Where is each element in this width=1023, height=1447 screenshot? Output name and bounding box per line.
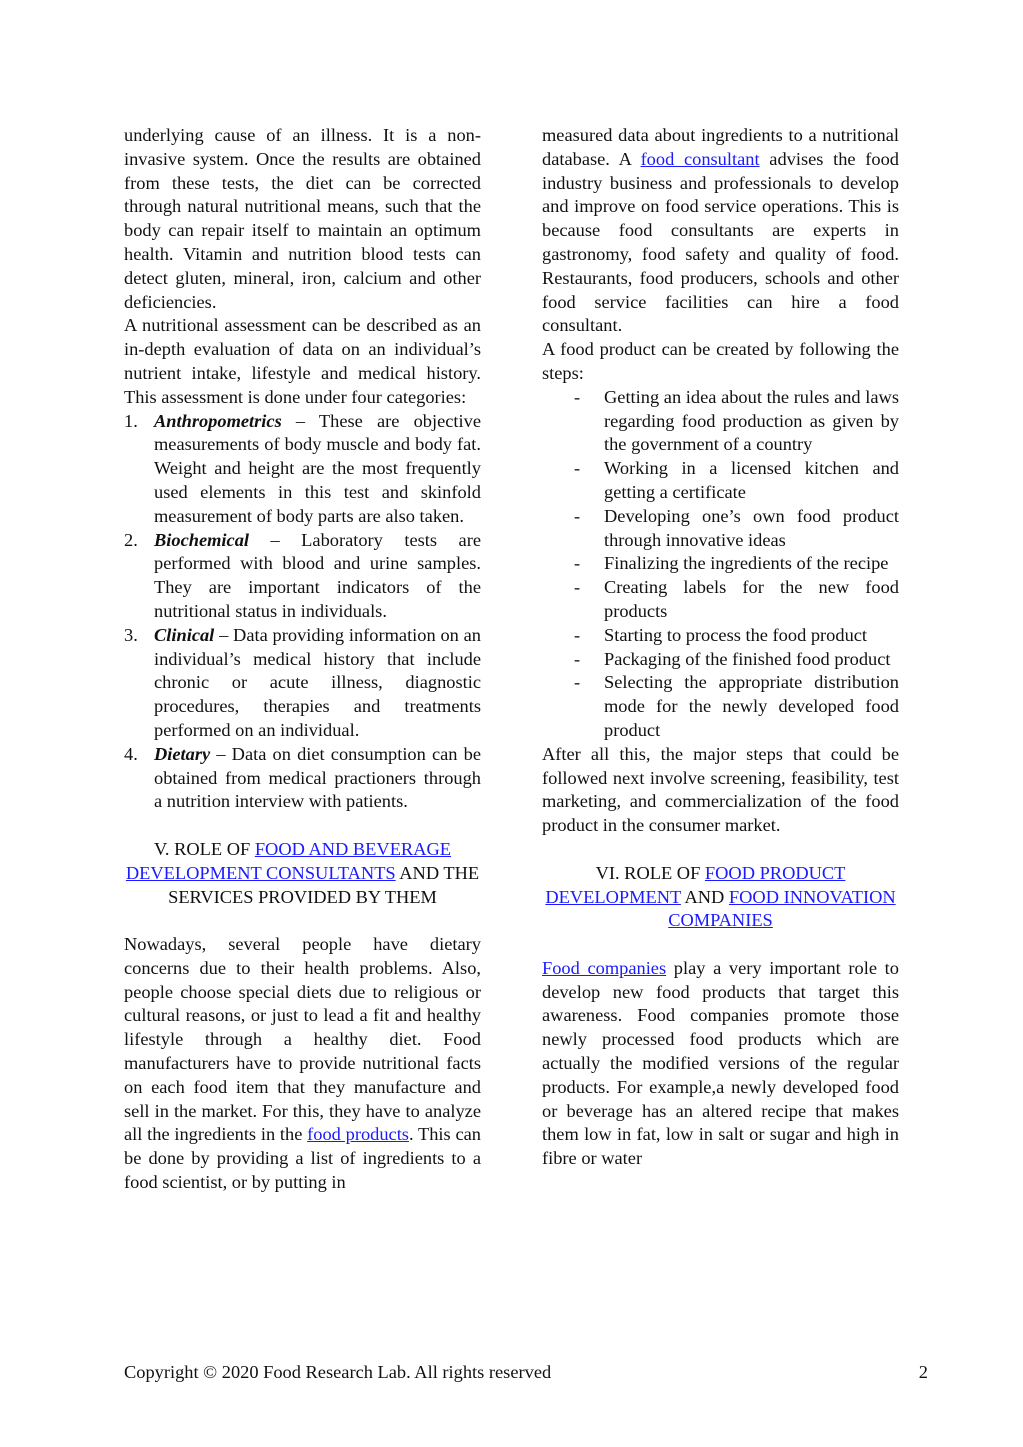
left-column [124,124,481,1195]
category-term: Biochemical [154,529,250,550]
food-beverage-consultants-link[interactable]: FOOD AND BEVERAGE DEVELOPMENT CONSULTANTS [125,838,451,883]
list-marker: - [574,386,581,407]
food-product-development-link[interactable]: FOOD PRODUCT DEVELOPMENT [545,862,846,907]
page-footer [124,1362,928,1383]
section-heading-5 [124,838,481,909]
category-text: – Data providing information on an individual’s medical history that include chronic or acute illness, diagnostic procedures, therapies and treatments performed on an individual. [154,624,481,740]
list-item [542,552,899,576]
heading-prefix: VI. ROLE OF [595,862,705,883]
list-marker: - [574,672,581,693]
step-text: Packaging of the finished food product [604,648,891,669]
step-text: Getting an idea about the rules and laws regarding food production as given by the government of a country [604,386,899,455]
copyright-text: Copyright © 2020 Food Research Lab. All rights reserved [124,1362,552,1382]
section-heading-6 [542,862,899,933]
list-marker: - [574,553,581,574]
heading-mid: AND [680,886,729,907]
step-text: Selecting the appropriate distribution mode for the newly developed food product [604,672,899,740]
list-number: 4. [124,743,138,764]
list-number: 2. [124,529,138,550]
heading-prefix: V. ROLE OF [153,838,255,859]
right-paragraph-1 [542,124,899,338]
left-paragraph-1: underlying cause of an illness. It is a non-invasive system. Once the results are obtained from these tests, the diet can be corrected through natural nutritional means, such that the body can repair itself to maintain an optimum health. Vitamin and nutrition blood tests can detect gluten, mineral, iron, calcium and other deficiencies. [124,125,481,312]
paragraph-text: measured data about ingredients to a nutritional database. A [542,125,899,169]
spacer [124,909,481,933]
category-text: – Data on diet consumption can be obtained from medical practioners through a nutrition interview with patients. [154,743,481,812]
category-term: Anthropometrics [154,410,282,431]
list-item [542,505,899,553]
spacer [124,814,481,838]
food-companies-link[interactable]: Food companies [542,957,667,978]
right-column [542,124,899,1171]
list-number: 1. [124,410,138,431]
list-item [124,743,481,814]
step-text: Working in a licensed kitchen and getting a certificate [604,458,899,502]
list-number: 3. [124,624,138,645]
step-text: Starting to process the food product [604,624,868,645]
paragraph-text: play a very important role to develop new food products that target this awareness. Food companies promote those newly processed food products which are actually the modified versions of the regular products. For example,a newly developed food or beverage has an altered recipe that makes them low in fat, low in salt or sugar and high in fibre or water [542,957,899,1169]
step-text: Finalizing the ingredients of the recipe [604,553,889,574]
list-marker: - [574,505,581,526]
food-products-link[interactable]: food products [307,1124,409,1145]
paragraph-text: Nowadays, several people have dietary concerns due to their health problems. Also, people choose special diets due to religious or cultural reasons, or just to lead a fit and healthy lifestyle through a healthy diet. Food manufacturers have to provide nutritional facts on each food item that they manufacture and sell in the market. For this, they have to analyze all the ingredients in the [124,934,481,1145]
category-text: – Laboratory tests are performed with blood and urine samples. They are important indicators of the nutritional status in individuals. [154,529,481,621]
spacer [542,838,899,862]
list-marker: - [574,624,581,645]
heading-suffix: AND THE SERVICES PROVIDED BY THEM [168,862,480,907]
step-text: Creating labels for the new food products [604,577,899,621]
list-item [124,529,481,624]
step-text: Developing one’s own food product through innovative ideas [604,505,899,550]
food-innovation-companies-link[interactable]: FOOD INNOVATION COMPANIES [668,886,896,931]
right-paragraph-4 [542,957,899,1171]
food-consultant-link[interactable]: food consultant [640,148,760,169]
list-item [542,648,899,672]
category-text: – These are objective measurements of body muscle and body fat. Weight and height are the most frequently used elements in this test and skinfold measurement of body parts are also taken. [154,410,481,526]
category-term: Dietary [154,743,211,764]
list-item [542,624,899,648]
list-item [542,576,899,624]
page-number: 2 [918,1362,928,1382]
list-item [542,457,899,505]
list-item [542,671,899,742]
list-marker: - [574,458,581,479]
list-item [124,624,481,743]
paragraph-text: . This can be done by providing a list of ingredients to a food scientist, or by putting in [124,1124,481,1193]
list-marker: - [574,648,581,669]
category-term: Clinical [154,624,215,645]
right-paragraph-3: After all this, the major steps that could be followed next involve screening, feasibility, test marketing, and commercialization of the food product in the consumer market. [542,743,899,836]
list-marker: - [574,577,581,598]
paragraph-text: advises the food industry business and professionals to develop and improve on food service operations. This is because food consultants are experts in gastronomy, food safety and quality of food. Restaurants, food producers, schools and other food service facilities can hire a food consultant. [542,148,899,336]
spacer [542,933,899,957]
left-paragraph-3 [124,933,481,1195]
right-paragraph-2: A food product can be created by following the steps: [542,339,899,383]
food-product-steps-list [542,386,899,743]
list-item [542,386,899,457]
assessment-categories-list [124,410,481,815]
left-paragraph-2: A nutritional assessment can be described as an in-depth evaluation of data on an individual’s nutrient intake, lifestyle and medical history. This assessment is done under four categories: [124,315,481,407]
list-item [124,410,481,529]
